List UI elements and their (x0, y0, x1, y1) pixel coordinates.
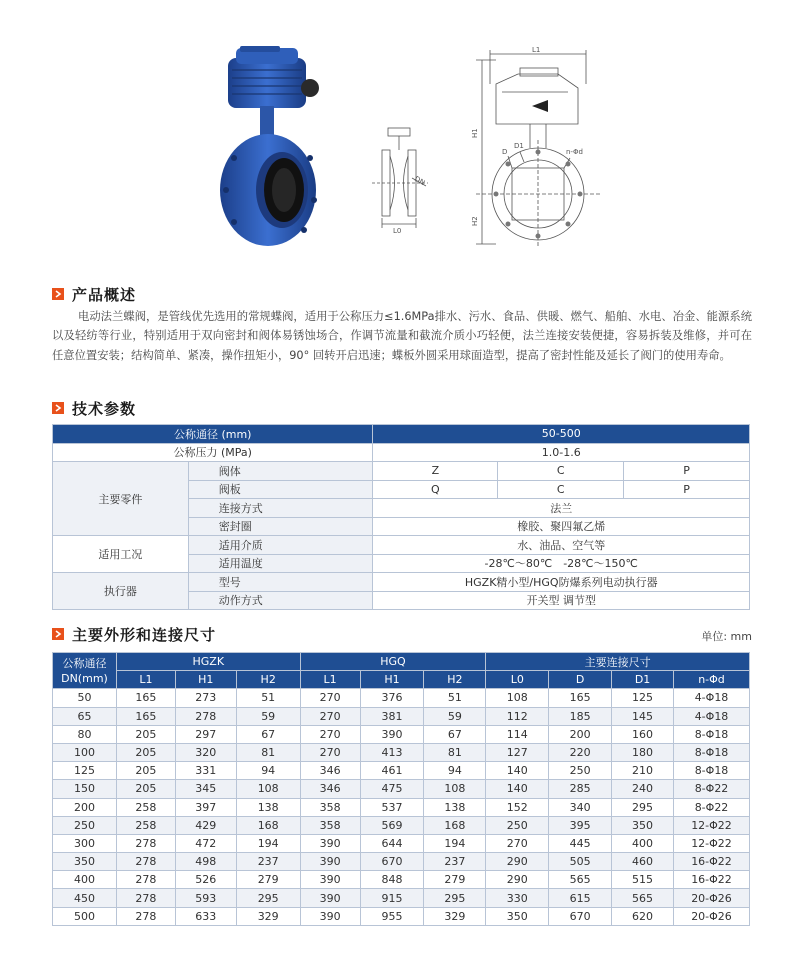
table-row (53, 834, 750, 852)
table-cell: 125 (53, 762, 117, 780)
table-cell: 278 (116, 853, 175, 871)
table-cell: 140 (486, 780, 549, 798)
table-cell: 285 (549, 780, 612, 798)
action-label: 动作方式 (188, 591, 373, 610)
section-title: 产品概述 (72, 285, 137, 304)
table-cell: 127 (486, 743, 549, 761)
table-cell: 200 (53, 798, 117, 816)
table-cell: 258 (116, 816, 175, 834)
table-cell: 620 (612, 907, 674, 925)
table-cell: 140 (486, 762, 549, 780)
group-hgzk: HGZK (116, 653, 300, 671)
table-cell: 205 (116, 743, 175, 761)
table-cell: 12-Φ22 (674, 834, 750, 852)
arrow-right-icon (52, 628, 64, 640)
unit-label: 单位: mm (701, 630, 752, 643)
table-cell: 51 (424, 689, 486, 707)
corner-line-2: DN(mm) (61, 671, 108, 685)
table-cell: 138 (236, 798, 300, 816)
table-cell: 165 (549, 689, 612, 707)
table-cell: 165 (116, 707, 175, 725)
table-row (53, 689, 750, 707)
table-row (53, 707, 750, 725)
table-cell: 8-Φ18 (674, 725, 750, 743)
table-row (53, 798, 750, 816)
table-cell: 138 (424, 798, 486, 816)
table-cell: 168 (424, 816, 486, 834)
table-cell: 250 (53, 816, 117, 834)
table-cell: 445 (549, 834, 612, 852)
table-cell: 955 (360, 907, 424, 925)
table-cell: 59 (424, 707, 486, 725)
table-cell: 475 (360, 780, 424, 798)
table-cell: 258 (116, 798, 175, 816)
table-cell: 65 (53, 707, 117, 725)
table-cell: 670 (549, 907, 612, 925)
table-cell: 593 (175, 889, 236, 907)
table-cell: 200 (549, 725, 612, 743)
spec-table (52, 424, 750, 610)
table-cell: 350 (53, 853, 117, 871)
table-cell: 94 (236, 762, 300, 780)
table-row (53, 573, 750, 592)
table-cell: 8-Φ22 (674, 780, 750, 798)
table-cell: 16-Φ22 (674, 871, 750, 889)
table-cell: 390 (360, 725, 424, 743)
table-cell: 205 (116, 725, 175, 743)
table-cell: 165 (116, 689, 175, 707)
table-cell: 397 (175, 798, 236, 816)
table-cell: 205 (116, 762, 175, 780)
table-cell: 250 (549, 762, 612, 780)
connection-value: 法兰 (373, 499, 750, 518)
table-cell: 270 (300, 689, 360, 707)
table-cell: 295 (612, 798, 674, 816)
column-header: H1 (360, 671, 424, 689)
table-cell: 145 (612, 707, 674, 725)
actuator-label: 执行器 (53, 573, 189, 610)
arrow-right-icon (52, 402, 64, 414)
column-header: L0 (486, 671, 549, 689)
table-cell: 400 (612, 834, 674, 852)
table-row (53, 743, 750, 761)
table-cell: 270 (300, 743, 360, 761)
table-cell: 8-Φ18 (674, 762, 750, 780)
section-overview-header (52, 284, 136, 304)
table-cell: 565 (612, 889, 674, 907)
dimension-table (52, 652, 750, 926)
column-header: H2 (236, 671, 300, 689)
table-row (53, 871, 750, 889)
table-cell: 390 (300, 907, 360, 925)
table-cell: 270 (300, 725, 360, 743)
table-cell: 526 (175, 871, 236, 889)
parts-label: 主要零件 (53, 462, 189, 536)
table-cell: 633 (175, 907, 236, 925)
table-cell: 390 (300, 871, 360, 889)
table-cell: 346 (300, 762, 360, 780)
table-cell: 429 (175, 816, 236, 834)
table-cell: 185 (549, 707, 612, 725)
column-header: D1 (612, 671, 674, 689)
table-cell: 51 (236, 689, 300, 707)
pressure-value: 1.0-1.6 (373, 443, 750, 462)
table-cell: 112 (486, 707, 549, 725)
table-cell: 152 (486, 798, 549, 816)
table-cell: 8-Φ18 (674, 743, 750, 761)
table-cell: 350 (612, 816, 674, 834)
table-cell: 472 (175, 834, 236, 852)
table-cell: C (498, 480, 624, 499)
table-cell: 390 (300, 889, 360, 907)
table-cell: 278 (175, 707, 236, 725)
table-cell: 915 (360, 889, 424, 907)
table-row (53, 462, 750, 481)
section-title: 技术参数 (72, 399, 137, 418)
table-cell: 278 (116, 889, 175, 907)
table-cell: 537 (360, 798, 424, 816)
h1-dim-label: H1 (471, 128, 479, 138)
table-cell: 20-Φ26 (674, 907, 750, 925)
table-cell: 400 (53, 871, 117, 889)
table-cell: 460 (612, 853, 674, 871)
table-cell: 81 (424, 743, 486, 761)
table-cell: P (624, 480, 750, 499)
section-dims-header (52, 624, 216, 644)
table-header-row (53, 653, 750, 671)
table-cell: 515 (612, 871, 674, 889)
table-cell: 390 (300, 853, 360, 871)
table-cell: 168 (236, 816, 300, 834)
table-cell: 329 (424, 907, 486, 925)
table-cell: 59 (236, 707, 300, 725)
dn-dim-label: DN (413, 174, 427, 188)
table-cell: 16-Φ22 (674, 853, 750, 871)
table-cell: 210 (612, 762, 674, 780)
table-cell: 290 (486, 853, 549, 871)
table-cell: 505 (549, 853, 612, 871)
table-row (53, 725, 750, 743)
table-header-row (53, 671, 750, 689)
table-cell: 279 (424, 871, 486, 889)
table-cell: 350 (486, 907, 549, 925)
table-cell: 100 (53, 743, 117, 761)
group-conn: 主要连接尺寸 (486, 653, 750, 671)
table-cell: 278 (116, 907, 175, 925)
table-cell: 270 (300, 707, 360, 725)
arrow-right-icon (52, 288, 64, 300)
overview-paragraph: 电动法兰蝶阀，是管线优先选用的常规蝶阀，适用于公称压力≤1.6MPa排水、污水、食品、供暖、燃气、船舶、水电、冶金、能源系统以及轻纺等行业，特别适用于双向密封和阀体易锈蚀场合，作调节流量和截流介质小巧轻便，法兰连接安装便捷，容易拆装及维修，并可在任意位置安装；结构简单、紧凑，操作扭矩小，90° 回转开启迅速；蝶板外圆采用球面造型，提高了密封性能及延长了阀门的使用寿命。 (52, 310, 752, 362)
table-row (53, 762, 750, 780)
group-hgq: HGQ (300, 653, 486, 671)
action-value: 开关型 调节型 (373, 591, 750, 610)
table-cell: 345 (175, 780, 236, 798)
table-cell: 381 (360, 707, 424, 725)
table-cell: 279 (236, 871, 300, 889)
table-cell: 81 (236, 743, 300, 761)
table-cell: 150 (53, 780, 117, 798)
table-row (53, 780, 750, 798)
table-cell: 160 (612, 725, 674, 743)
table-cell: 320 (175, 743, 236, 761)
table-cell: 4-Φ18 (674, 707, 750, 725)
table-cell: 358 (300, 816, 360, 834)
l1-dim-label: L1 (532, 46, 541, 54)
seal-label: 密封圈 (188, 517, 373, 536)
table-cell: 644 (360, 834, 424, 852)
table-cell: 237 (236, 853, 300, 871)
table-cell: 848 (360, 871, 424, 889)
table-cell: 565 (549, 871, 612, 889)
table-cell: P (624, 462, 750, 481)
table-cell: 295 (236, 889, 300, 907)
table-cell: 300 (53, 834, 117, 852)
table-cell: Z (373, 462, 498, 481)
column-header: H2 (424, 671, 486, 689)
table-cell: 67 (424, 725, 486, 743)
table-cell: 395 (549, 816, 612, 834)
table-cell: 390 (300, 834, 360, 852)
seal-value: 橡胶、聚四氟乙烯 (373, 517, 750, 536)
column-header: D (549, 671, 612, 689)
table-cell: 50 (53, 689, 117, 707)
table-cell: 376 (360, 689, 424, 707)
temp-value: -28℃～80℃ -28℃～150℃ (373, 554, 750, 573)
medium-value: 水、油品、空气等 (373, 536, 750, 555)
table-cell: 450 (53, 889, 117, 907)
front-view-drawing (468, 44, 618, 254)
section-tech-header (52, 398, 136, 418)
table-cell: 569 (360, 816, 424, 834)
table-cell: 498 (175, 853, 236, 871)
table-cell: 4-Φ18 (674, 689, 750, 707)
nominal-dia-value: 50-500 (373, 425, 750, 444)
table-row (53, 425, 750, 444)
nominal-dia-label: 公称通径 (mm) (53, 425, 373, 444)
column-header: n-Φd (674, 671, 750, 689)
table-cell: 273 (175, 689, 236, 707)
section-title: 主要外形和连接尺寸 (72, 625, 217, 644)
table-cell: 295 (424, 889, 486, 907)
table-cell: 278 (116, 871, 175, 889)
table-cell: 461 (360, 762, 424, 780)
table-cell: 237 (424, 853, 486, 871)
table-cell: 125 (612, 689, 674, 707)
column-header: L1 (116, 671, 175, 689)
table-cell: 180 (612, 743, 674, 761)
table-cell: 108 (424, 780, 486, 798)
table-cell: C (498, 462, 624, 481)
column-header: L1 (300, 671, 360, 689)
model-value: HGZK精小型/HGQ防爆系列电动执行器 (373, 573, 750, 592)
column-header: H1 (175, 671, 236, 689)
medium-label: 适用介质 (188, 536, 373, 555)
body-label: 阀体 (188, 462, 373, 481)
n-phi-d-dim-label: n-Φd (566, 148, 583, 156)
table-cell: 346 (300, 780, 360, 798)
table-cell: 240 (612, 780, 674, 798)
table-cell: 340 (549, 798, 612, 816)
corner-header (53, 653, 117, 689)
table-cell: 330 (486, 889, 549, 907)
pressure-label: 公称压力 (MPa) (53, 443, 373, 462)
table-cell: 8-Φ22 (674, 798, 750, 816)
table-cell: 205 (116, 780, 175, 798)
table-cell: 194 (236, 834, 300, 852)
corner-line-1: 公称通径 (62, 656, 107, 670)
table-cell: 413 (360, 743, 424, 761)
table-cell: 500 (53, 907, 117, 925)
table-cell: 297 (175, 725, 236, 743)
model-label: 型号 (188, 573, 373, 592)
table-cell: 358 (300, 798, 360, 816)
conditions-label: 适用工况 (53, 536, 189, 573)
table-cell: 94 (424, 762, 486, 780)
h2-dim-label: H2 (471, 216, 479, 226)
d-dim-label: D (502, 148, 508, 156)
table-cell: 194 (424, 834, 486, 852)
side-view-drawing (368, 120, 438, 240)
table-row (53, 536, 750, 555)
connection-label: 连接方式 (188, 499, 373, 518)
table-cell: 114 (486, 725, 549, 743)
table-cell: 12-Φ22 (674, 816, 750, 834)
table-cell: 290 (486, 871, 549, 889)
table-cell: 220 (549, 743, 612, 761)
table-row (53, 889, 750, 907)
table-cell: 20-Φ26 (674, 889, 750, 907)
table-cell: 67 (236, 725, 300, 743)
table-cell: 108 (236, 780, 300, 798)
table-cell: 270 (486, 834, 549, 852)
table-cell: 108 (486, 689, 549, 707)
table-cell: 80 (53, 725, 117, 743)
table-row (53, 816, 750, 834)
table-cell: 278 (116, 834, 175, 852)
table-cell: 615 (549, 889, 612, 907)
table-row (53, 907, 750, 925)
table-row (53, 853, 750, 871)
valve-photo (210, 40, 330, 250)
temp-label: 适用温度 (188, 554, 373, 573)
table-cell: 250 (486, 816, 549, 834)
disc-label: 阀板 (188, 480, 373, 499)
table-cell: 329 (236, 907, 300, 925)
table-cell: Q (373, 480, 498, 499)
table-row (53, 443, 750, 462)
table-cell: 331 (175, 762, 236, 780)
l0-dim-label: L0 (393, 227, 402, 235)
table-cell: 670 (360, 853, 424, 871)
d1-dim-label: D1 (514, 142, 524, 150)
